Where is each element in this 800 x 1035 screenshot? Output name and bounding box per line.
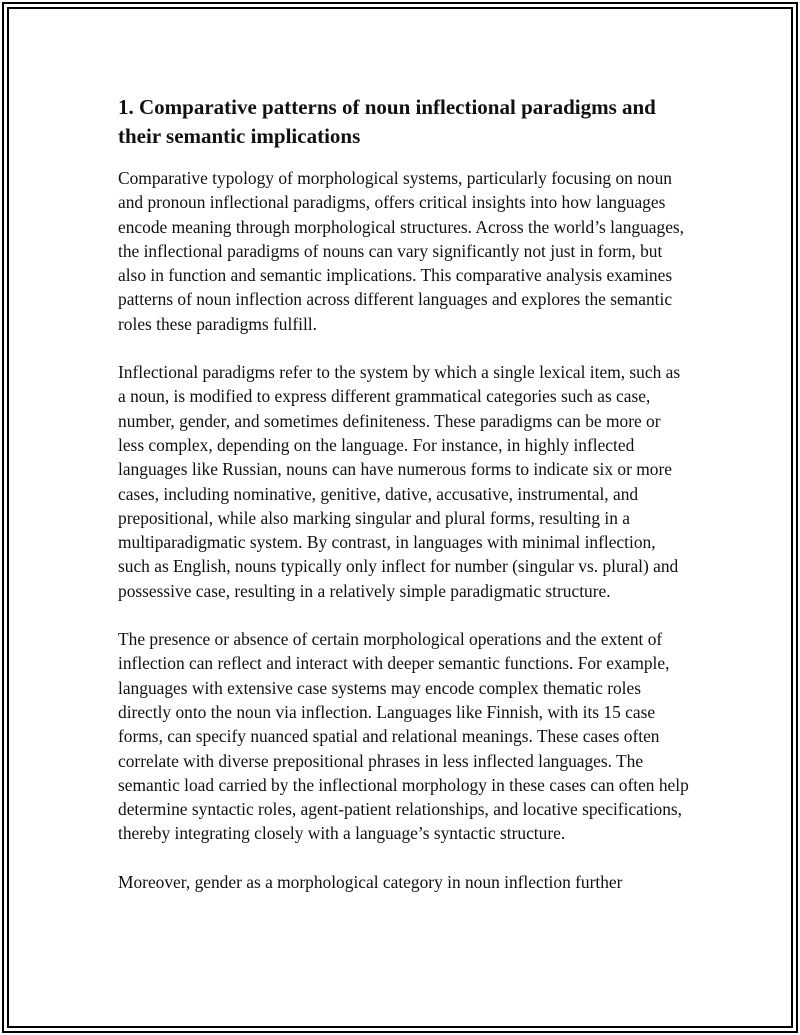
- document-body: [118, 93, 690, 918]
- section-heading: 1. Comparative patterns of noun inflectional paradigms and their semantic implications: [118, 95, 656, 148]
- paragraph-intro: Comparative typology of morphological systems, particularly focusing on noun and pronoun inflectional paradigms, offers critical insights into how languages encode meaning through morphological structures. Across the world’s languages, the inflectional paradigms of nouns can vary significantly not just in form, but also in function and semantic implications. This comparative analysis examines patterns of noun inflection across different languages and explores the semantic roles these paradigms fulfill.: [118, 168, 685, 334]
- paragraph-gender: Moreover, gender as a morphological category in noun inflection further: [118, 871, 623, 892]
- paragraph-inflectional-paradigms: Inflectional paradigms refer to the system by which a single lexical item, such as a noun, is modified to express different grammatical categories such as case, number, gender, and sometimes definiteness. These paradigms can be more or less complex, depending on the language. For instance, in highly inflected languages like Russian, nouns can have numerous forms to indicate six or more cases, including nominative, genitive, dative, accusative, instrumental, and prepositional, while also marking singular and plural forms, resulting in a multiparadigmatic system. By contrast, in languages with minimal inflection, such as English, nouns typically only inflect for number (singular vs. plural) and possessive case, resulting in a relatively simple paradigmatic structure.: [118, 362, 681, 601]
- paragraph-semantic-functions: The presence or absence of certain morphological operations and the extent of inflection can reflect and interact with deeper semantic functions. For example, languages with extensive case systems may encode complex thematic roles directly onto the noun via inflection. Languages like Finnish, with its 15 case forms, can specify nuanced spatial and relational meanings. These cases often correlate with diverse prepositional phrases in less inflected languages. The semantic load carried by the inflectional morphology in these cases can often help determine syntactic roles, agent-patient relationships, and locative specifications, thereby integrating closely with a language’s syntactic structure.: [118, 629, 689, 844]
